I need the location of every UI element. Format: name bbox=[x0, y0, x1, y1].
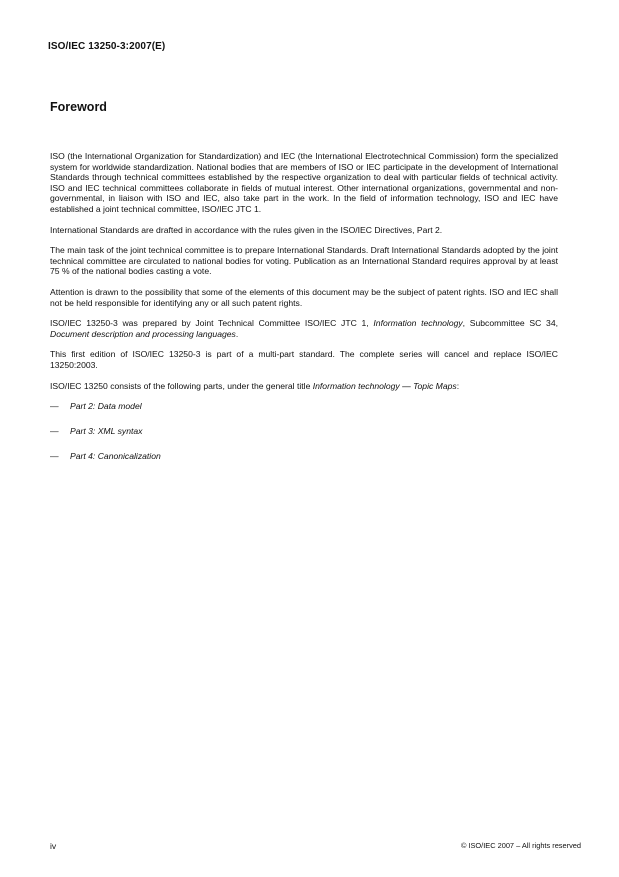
list-item bbox=[50, 451, 558, 462]
paragraph-patent-rights: Attention is drawn to the possibility that some of the elements of this document may be the subject of patent rights. ISO and IEC shall not be held responsible for identifying any or all such patent rights. bbox=[50, 286, 558, 308]
subcommittee-title: Document description and processing languages bbox=[50, 328, 236, 339]
prepared-by-text-2: , Subcommittee SC 34, bbox=[462, 318, 558, 329]
list-item bbox=[50, 426, 558, 437]
part-3-label: Part 3: XML syntax bbox=[70, 426, 143, 437]
document-identifier: ISO/IEC 13250-3:2007(E) bbox=[48, 41, 166, 52]
foreword-body bbox=[50, 151, 558, 476]
parts-intro-text: ISO/IEC 13250 consists of the following parts, under the general title bbox=[50, 380, 313, 391]
copyright-notice: © ISO/IEC 2007 – All rights reserved bbox=[460, 841, 581, 850]
section-title: Foreword bbox=[50, 100, 107, 114]
page-number: iv bbox=[50, 841, 57, 851]
list-item bbox=[50, 401, 558, 412]
committee-title: Information technology bbox=[373, 318, 463, 329]
parts-intro-colon: : bbox=[456, 380, 460, 391]
list-dash: — bbox=[50, 451, 59, 462]
prepared-by-text-3: . bbox=[235, 328, 239, 339]
paragraph-organizations: ISO (the International Organization for Standardization) and IEC (the International Electrotechnical Commission) form the specialized system for worldwide standardization. National bodies that are members of ISO or IEC participate in the development of International Standards through technical committees established by the respective organization to deal with particular fields of technical activity. ISO and IEC technical committees collaborate in fields of mutual interest. Other international organizations, governmental and non-governmental, in liaison with ISO and IEC, also take part in the work. In the field of information technology, ISO and IEC have established a joint technical committee, ISO/IEC JTC 1. bbox=[50, 151, 558, 214]
part-2-label: Part 2: Data model bbox=[70, 401, 142, 412]
paragraph-main-task: The main task of the joint technical committee is to prepare International Standards. Draft International Standards adopted by the joint technical committee are circulated to national bodies for voting. Publication as an International Standard requires approval by at least 75 % of the national bodies casting a vote. bbox=[50, 245, 558, 277]
general-title: Information technology — Topic Maps bbox=[312, 380, 457, 391]
prepared-by-text-1: ISO/IEC 13250-3 was prepared by Joint Technical Committee ISO/IEC JTC 1, bbox=[50, 318, 374, 329]
list-dash: — bbox=[50, 426, 59, 437]
paragraph-directives: International Standards are drafted in accordance with the rules given in the ISO/IEC Directives, Part 2. bbox=[50, 224, 443, 235]
part-4-label: Part 4: Canonicalization bbox=[70, 451, 161, 462]
paragraph-parts-intro bbox=[50, 381, 558, 392]
paragraph-prepared-by bbox=[50, 318, 558, 339]
list-dash: — bbox=[50, 401, 59, 412]
paragraph-edition: This first edition of ISO/IEC 13250-3 is part of a multi-part standard. The complete series will cancel and replace ISO/IEC 13250:2003. bbox=[50, 349, 558, 370]
